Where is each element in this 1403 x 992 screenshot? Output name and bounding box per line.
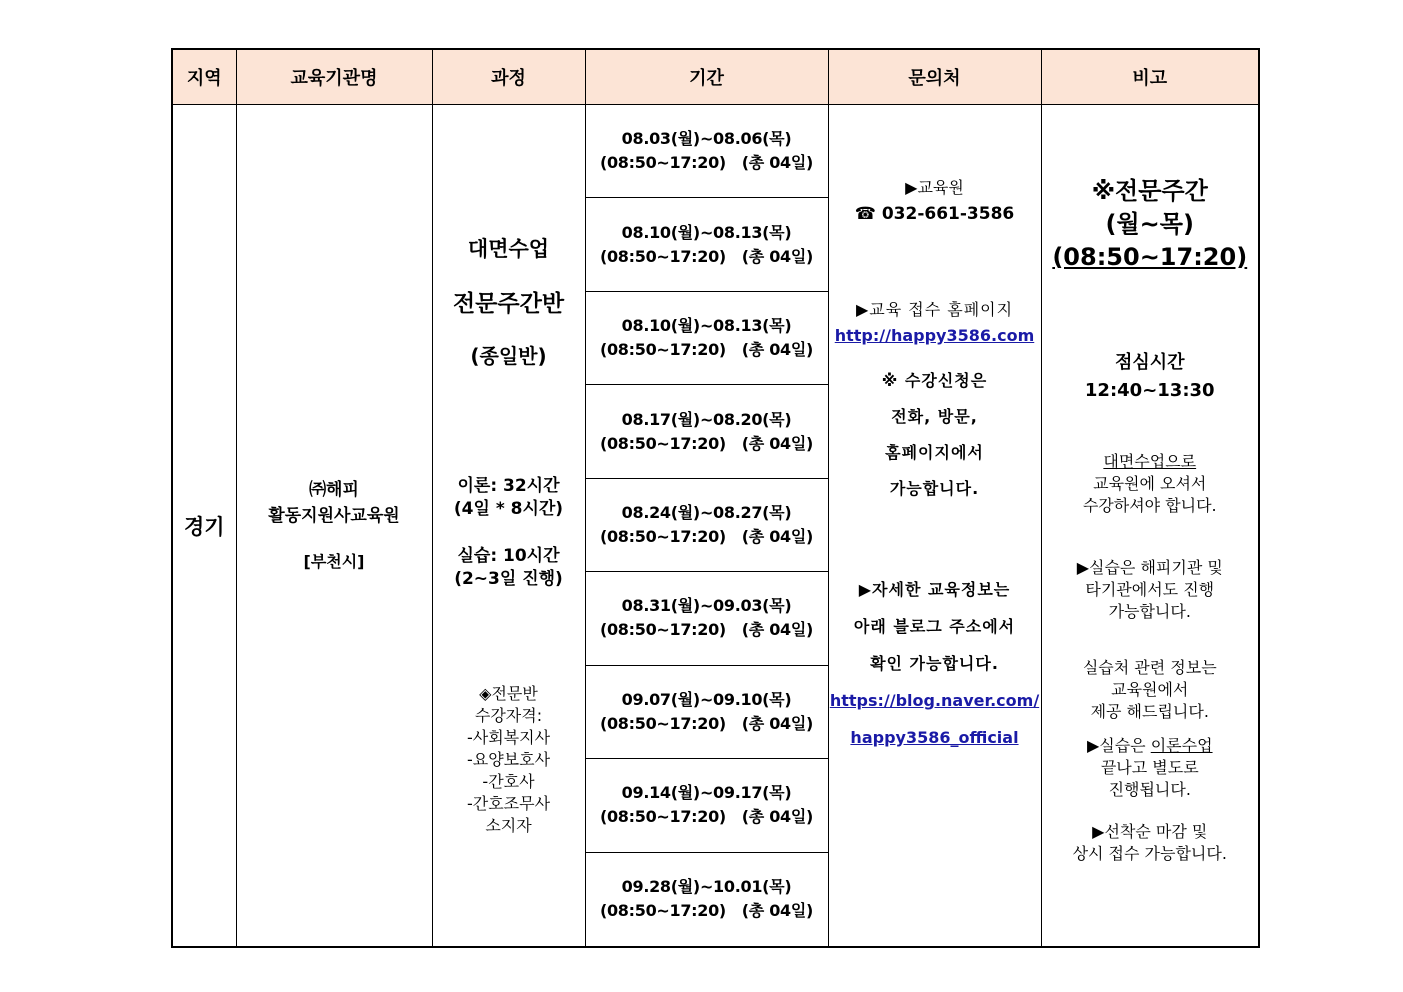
course-type: 대면수업	[467, 237, 550, 261]
period-dates: 08.24(월)~08.27(목)	[621, 502, 792, 522]
blog-note-line: 확인 가능합니다.	[870, 654, 999, 673]
blog-note-line: ▶자세한 교육정보는	[858, 580, 1011, 599]
period-detail: (08:50~17:20) (총 04일)	[599, 433, 814, 453]
inperson-line: 대면수업으로	[1103, 452, 1197, 471]
notes-title: ※전문주간	[1091, 177, 1208, 205]
schedule-table	[171, 48, 1260, 948]
practice-note-line: 가능합니다.	[1108, 602, 1191, 621]
eligibility-line: -요양보호사	[466, 750, 551, 769]
inperson-line: 수강하셔야 합니다.	[1082, 496, 1217, 515]
apply-note-line: ※ 수강신청은	[881, 371, 988, 390]
period-dates: 08.17(월)~08.20(목)	[621, 409, 792, 429]
practice-order-prefix: ▶실습은	[1086, 736, 1151, 755]
course-theory: 이론: 32시간	[457, 476, 560, 496]
period-row	[586, 853, 828, 946]
course-practice: 실습: 10시간	[457, 546, 560, 566]
homepage-link[interactable]: http://happy3586.com	[834, 326, 1035, 345]
header-row	[172, 49, 1259, 105]
period-detail: (08:50~17:20) (총 04일)	[599, 526, 814, 546]
practice-info-line: 제공 해드립니다.	[1090, 702, 1209, 721]
period-row	[586, 479, 828, 572]
header-course: 과정	[432, 49, 585, 105]
apply-note-line: 가능합니다.	[889, 479, 980, 498]
period-detail: (08:50~17:20) (총 04일)	[599, 901, 814, 921]
eligibility-line: 수강자격:	[474, 706, 543, 725]
period-detail: (08:50~17:20) (총 04일)	[599, 340, 814, 360]
notes-hours: (08:50~17:20)	[1052, 243, 1248, 271]
firstcome-line: 상시 접수 가능합니다.	[1072, 844, 1227, 863]
course-practice-detail: (2~3일 진행)	[454, 569, 563, 589]
blog-link-part1[interactable]: https://blog.naver.com/	[829, 691, 1040, 710]
contact-cell	[828, 105, 1041, 948]
period-dates: 08.03(월)~08.06(목)	[621, 129, 792, 149]
eligibility-line: -간호사	[482, 772, 535, 791]
institution-name-line1: ㈜해피	[309, 479, 359, 500]
period-detail: (08:50~17:20) (총 04일)	[599, 807, 814, 827]
course-name: 전문주간반	[452, 291, 565, 317]
header-notes: 비고	[1041, 49, 1259, 105]
course-sub: (종일반)	[470, 344, 547, 368]
period-row	[586, 198, 828, 291]
homepage-label: ▶교육 접수 홈페이지	[855, 300, 1014, 319]
period-row	[586, 759, 828, 852]
apply-note-line: 전화, 방문,	[891, 407, 978, 426]
lunch-time: 12:40~13:30	[1084, 380, 1215, 401]
period-dates: 08.10(월)~08.13(목)	[621, 316, 792, 336]
notes-cell	[1041, 105, 1259, 948]
practice-note-line: ▶실습은 해피기관 및	[1076, 558, 1223, 577]
period-list	[586, 105, 828, 946]
practice-order-line: 진행됩니다.	[1108, 780, 1191, 799]
period-dates: 08.10(월)~08.13(목)	[621, 222, 792, 242]
practice-info-line: 실습처 관련 정보는	[1082, 658, 1217, 677]
practice-info-line: 교육원에서	[1111, 680, 1189, 699]
notes-days: (월~목)	[1105, 210, 1194, 238]
apply-note-line: 홈페이지에서	[885, 443, 984, 462]
course-eligibility	[433, 683, 585, 837]
period-row	[586, 292, 828, 385]
period-dates: 08.31(월)~09.03(목)	[621, 596, 792, 616]
office-label: ▶교육원	[905, 178, 964, 197]
region-cell: 경기	[172, 105, 236, 948]
period-detail: (08:50~17:20) (총 04일)	[599, 713, 814, 733]
period-dates: 09.07(월)~09.10(목)	[621, 689, 792, 709]
practice-order-underlined: 이론수업	[1150, 736, 1213, 755]
firstcome-line: ▶선착순 마감 및	[1092, 822, 1208, 841]
eligibility-line: -간호조무사	[466, 794, 551, 813]
period-dates: 09.28(월)~10.01(목)	[621, 877, 792, 897]
header-institution: 교육기관명	[236, 49, 432, 105]
blog-link-part2[interactable]: happy3586_official	[850, 728, 1019, 747]
eligibility-line: 소지자	[485, 816, 532, 835]
data-row	[172, 105, 1259, 948]
practice-note-line: 타기관에서도 진행	[1085, 580, 1215, 599]
header-contact: 문의처	[828, 49, 1041, 105]
period-detail: (08:50~17:20) (총 04일)	[599, 246, 814, 266]
header-period: 기간	[585, 49, 828, 105]
blog-note-line: 아래 블로그 주소에서	[853, 617, 1016, 636]
period-dates: 09.14(월)~09.17(목)	[621, 783, 792, 803]
period-row	[586, 572, 828, 665]
course-cell	[432, 105, 585, 948]
eligibility-line: ◈전문반	[479, 684, 538, 703]
period-row	[586, 105, 828, 198]
period-row	[586, 385, 828, 478]
lunch-label: 점심시간	[1114, 352, 1185, 373]
phone-number: ☎ 032-661-3586	[854, 204, 1015, 224]
practice-order-line: 끝나고 별도로	[1100, 758, 1199, 777]
period-detail: (08:50~17:20) (총 04일)	[599, 153, 814, 173]
period-detail: (08:50~17:20) (총 04일)	[599, 620, 814, 640]
schedule-sheet	[171, 48, 1258, 948]
institution-city: [부천시]	[303, 551, 365, 571]
header-region: 지역	[172, 49, 236, 105]
institution-name-line2: 활동지원사교육원	[268, 505, 400, 526]
period-row	[586, 666, 828, 759]
eligibility-line: -사회복지사	[466, 728, 551, 747]
inperson-line: 교육원에 오셔서	[1093, 474, 1207, 493]
institution-cell	[236, 105, 432, 948]
course-theory-detail: (4일 * 8시간)	[453, 499, 564, 519]
period-cell	[585, 105, 828, 948]
